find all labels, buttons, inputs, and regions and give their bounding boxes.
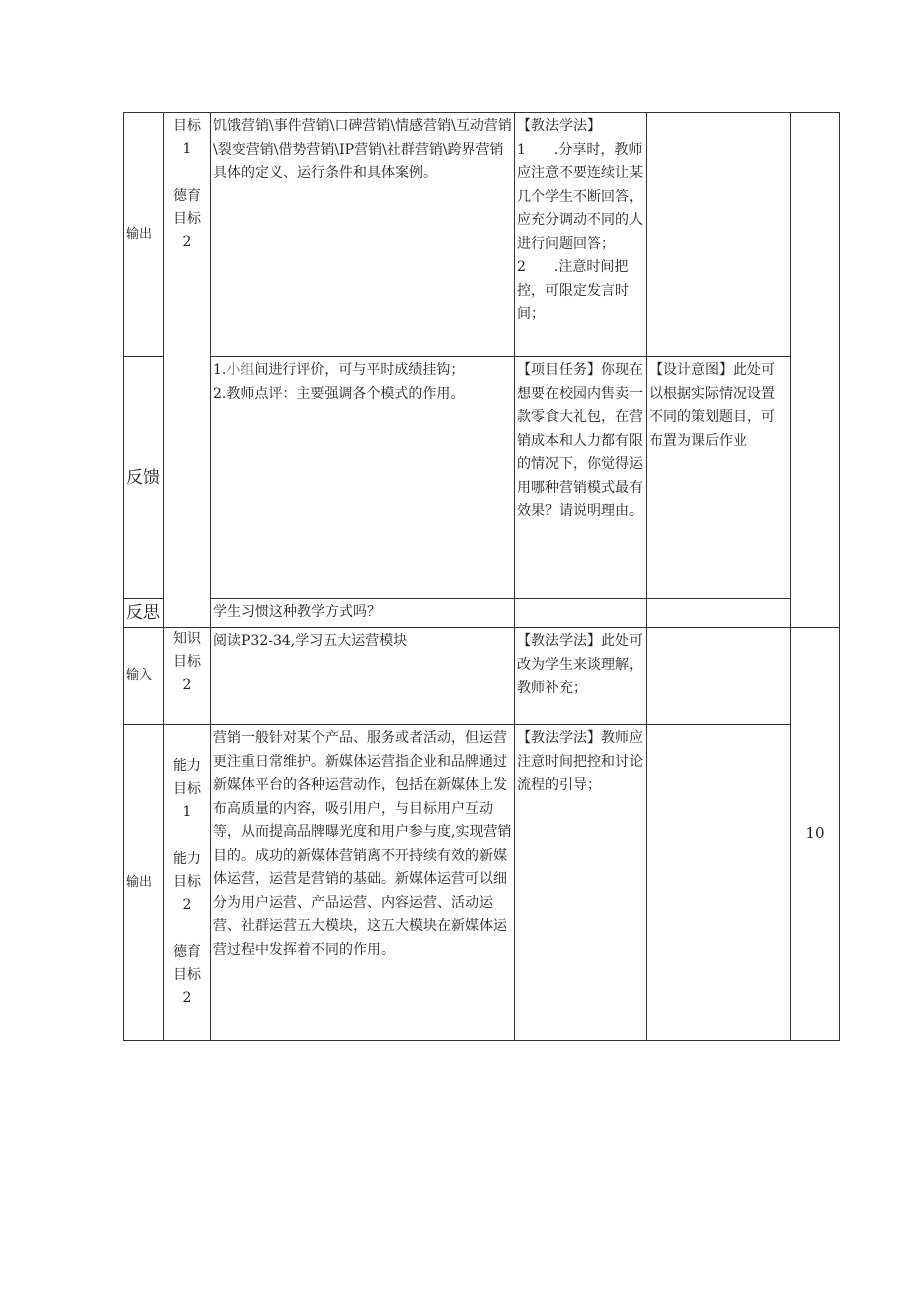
goal-ability-1: 能力目标 1 bbox=[173, 758, 201, 820]
stage-feedback: 反馈 bbox=[124, 357, 164, 599]
input-row bbox=[124, 628, 840, 725]
design-output-1 bbox=[647, 113, 791, 357]
stage-output-1: 输出 bbox=[124, 113, 164, 357]
reflection-row bbox=[124, 599, 840, 628]
method-reflection bbox=[515, 599, 647, 628]
content-output-2: 营销一般针对某个产品、服务或者活动，但运营更注重日常维护。新媒体运营指企业和品牌通过新媒体平台的各种运营动作，包括在新媒体上发布高质量的内容，吸引用户，与目标用户互动等，从而提高品牌曝光度和用户参与度,实现营销目的。成功的新媒体营销离不开持续有效的新媒体运营，运营是营销的基础。新媒体运营可以细分为用户运营、产品运营、内容运营、活动运营、社群运营五大模块，这五大模块在新媒体运营过程中发挥着不同的作用。 bbox=[211, 725, 515, 1041]
method-output-1: 【教法学法】 1 .分享时，教师应注意不要连续让某几个学生不断回答，应充分调动不同的人进行问题回答； 2 .注意时间把控，可限定发言时间； bbox=[515, 113, 647, 357]
goals-cell-2 bbox=[164, 725, 211, 1041]
content-input: 阅读P32-34,学习五大运营模块 bbox=[211, 628, 515, 725]
design-reflection bbox=[647, 599, 791, 628]
output-row-2 bbox=[124, 725, 840, 1041]
goals-cell-input: 知识目标 2 bbox=[164, 628, 211, 725]
content-feedback: 1.小组间进行评价，可与平时成绩挂钩； 2.教师点评：主要强调各个模式的作用。 bbox=[211, 357, 515, 599]
task-feedback: 【项目任务】你现在想要在校园内售卖一款零食大礼包，在营销成本和人力都有限的情况下，你觉得运用哪种营销模式最有效果？请说明理由。 bbox=[515, 357, 647, 599]
goals-cell-1 bbox=[164, 113, 211, 628]
output-row-1 bbox=[124, 113, 840, 357]
content-output-1: 饥饿营销\事件营销\口碑营销\情感营销\互动营销\裂变营销\借势营销\IP营销\社群营销\跨界营销具体的定义、运行条件和具体案例。 bbox=[211, 113, 515, 357]
design-output-2 bbox=[647, 725, 791, 1041]
design-feedback: 【设计意图】此处可以根据实际情况设置不同的策划题目，可布置为课后作业 bbox=[647, 357, 791, 599]
method-output-2: 【教法学法】教师应注意时间把控和讨论流程的引导； bbox=[515, 725, 647, 1041]
lesson-plan-table bbox=[123, 112, 840, 1041]
goal-moral-2: 德育目标 2 bbox=[173, 944, 201, 1006]
goal-2: 德育目标 2 bbox=[173, 188, 201, 250]
time-cell-2: 10 bbox=[791, 628, 840, 1041]
stage-output-2: 输出 bbox=[124, 725, 164, 1041]
stage-input: 输入 bbox=[124, 628, 164, 725]
goal-1: 目标 1 bbox=[173, 118, 201, 157]
goal-ability-2: 能力目标 2 bbox=[173, 851, 201, 913]
stage-reflection: 反思 bbox=[124, 599, 164, 628]
content-reflection: 学生习惯这种教学方式吗？ bbox=[211, 599, 515, 628]
method-input: 【教法学法】此处可改为学生来谈理解，教师补充； bbox=[515, 628, 647, 725]
time-cell-1 bbox=[791, 113, 840, 628]
design-input bbox=[647, 628, 791, 725]
feedback-row bbox=[124, 357, 840, 599]
